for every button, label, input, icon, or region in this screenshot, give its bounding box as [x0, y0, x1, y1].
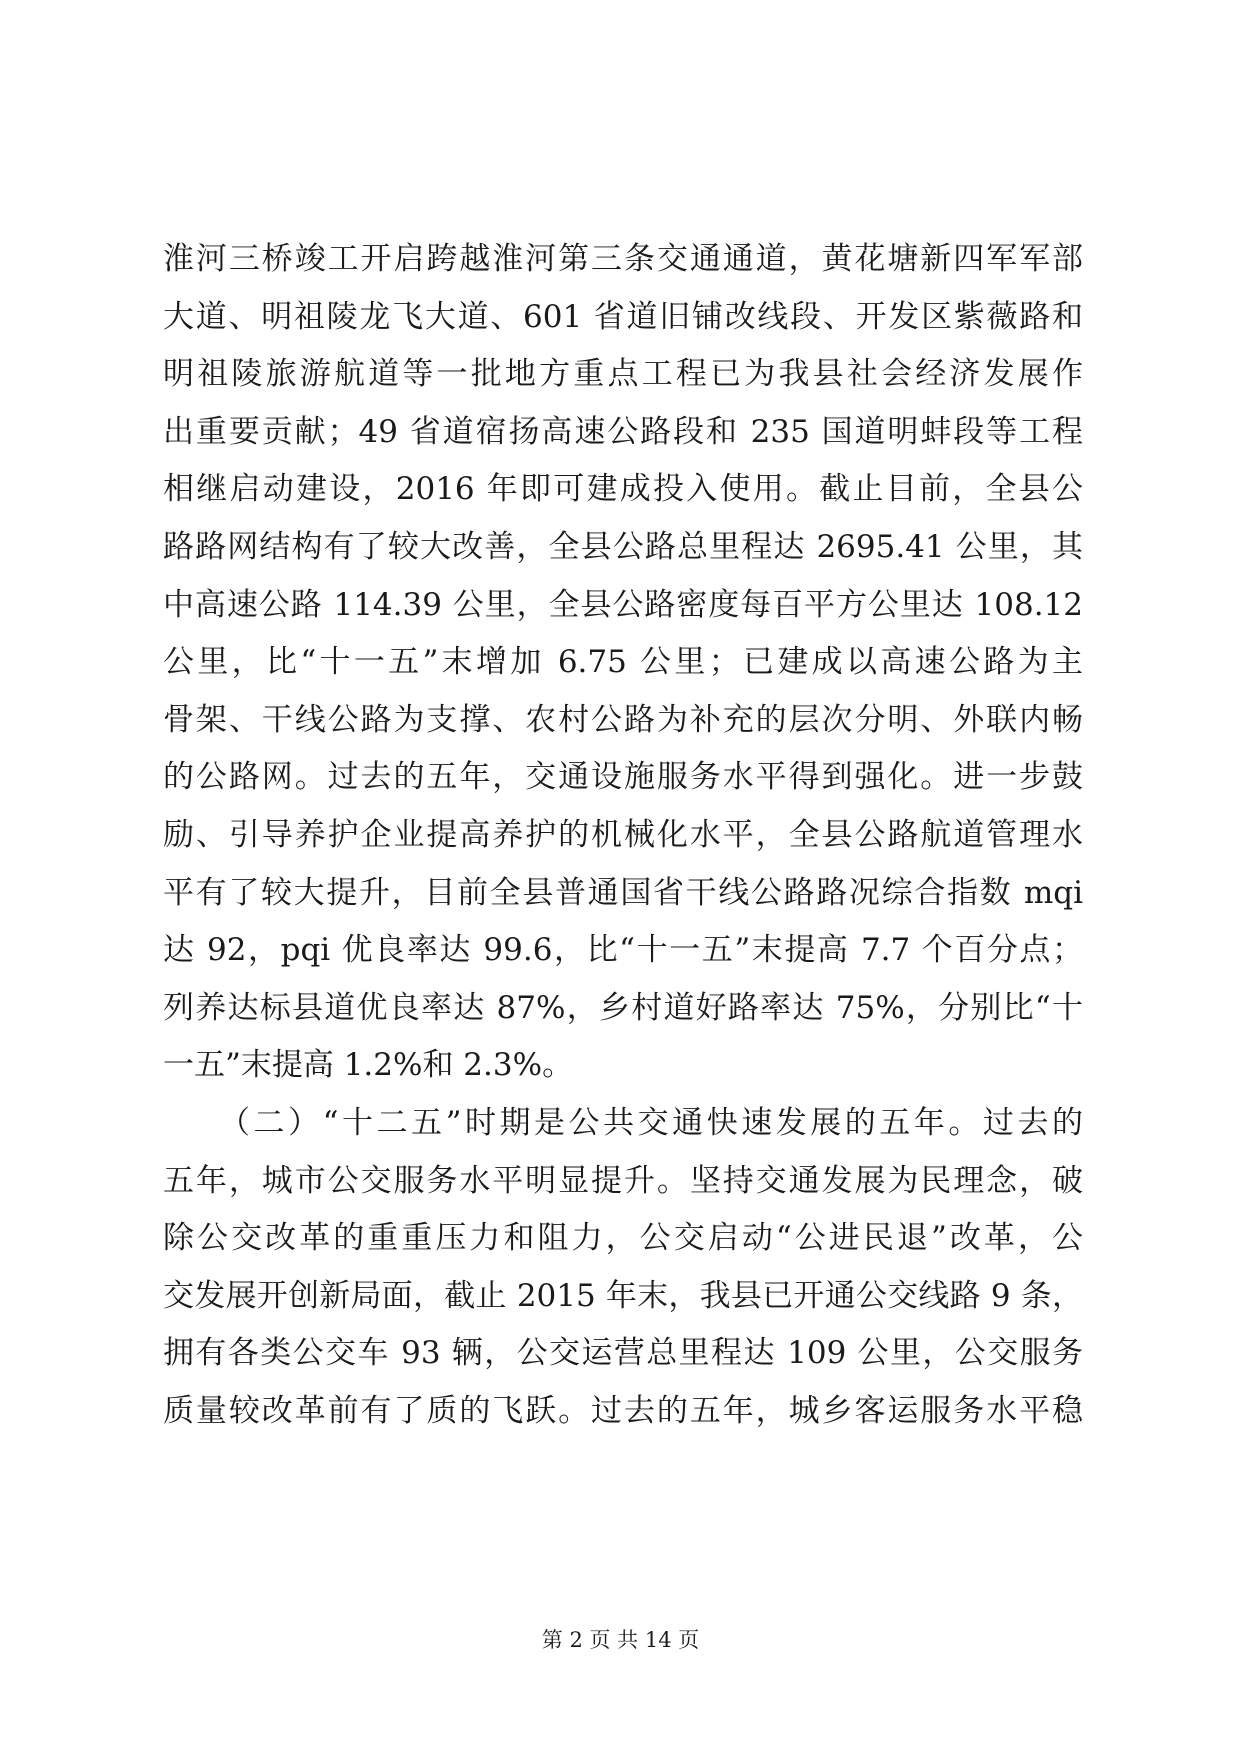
page-number-footer: 第 2 页 共 14 页	[541, 1628, 700, 1652]
text-line: 五年，城市公交服务水平明显提升。坚持交通发展为民理念，破	[163, 1162, 1083, 1199]
text-line: 骨架、干线公路为支撑、农村公路为补充的层次分明、外联内畅	[163, 701, 1083, 738]
text-line: （二）“十二五”时期是公共交通快速发展的五年。过去的	[219, 1104, 1083, 1141]
text-line: 路路网结构有了较大改善，全县公路总里程达 2695.41 公里，其	[163, 528, 1083, 565]
text-line: 列养达标县道优良率达 87%，乡村道好路率达 75%，分别比“十	[163, 989, 1083, 1026]
text-line: 拥有各类公交车 93 辆，公交运营总里程达 109 公里，公交服务	[163, 1335, 1083, 1372]
text-line: 出重要贡献；49 省道宿扬高速公路段和 235 国道明蚌段等工程	[163, 413, 1083, 450]
text-line: 中高速公路 114.39 公里，全县公路密度每百平方公里达 108.12	[163, 586, 1083, 623]
text-line: 励、引导养护企业提高养护的机械化水平，全县公路航道管理水	[163, 816, 1083, 853]
text-line: 的公路网。过去的五年，交通设施服务水平得到强化。进一步鼓	[163, 759, 1083, 796]
text-line: 明祖陵旅游航道等一批地方重点工程已为我县社会经济发展作	[163, 356, 1083, 393]
text-line: 大道、明祖陵龙飞大道、601 省道旧铺改线段、开发区紫薇路和	[163, 298, 1083, 335]
text-line: 公里，比“十一五”末增加 6.75 公里；已建成以高速公路为主	[163, 644, 1083, 681]
text-line: 淮河三桥竣工开启跨越淮河第三条交通通道，黄花塘新四军军部	[163, 241, 1083, 277]
text-line: 质量较改革前有了质的飞跃。过去的五年，城乡客运服务水平稳	[163, 1392, 1083, 1429]
text-line: 交发展开创新局面，截止 2015 年末，我县已开通公交线路 9 条，	[163, 1277, 1083, 1314]
body-text	[163, 231, 1083, 1440]
text-line: 达 92，pqi 优良率达 99.6，比“十一五”末提高 7.7 个百分点；	[163, 932, 1083, 969]
text-line: 相继启动建设，2016 年即可建成投入使用。截止目前，全县公	[163, 471, 1083, 508]
text-line: 除公交改革的重重压力和阻力，公交启动“公进民退”改革，公	[163, 1220, 1083, 1257]
text-line: 一五”末提高 1.2%和 2.3%。	[163, 1047, 574, 1084]
text-line: 平有了较大提升，目前全县普通国省干线公路路况综合指数 mqi	[163, 874, 1083, 911]
